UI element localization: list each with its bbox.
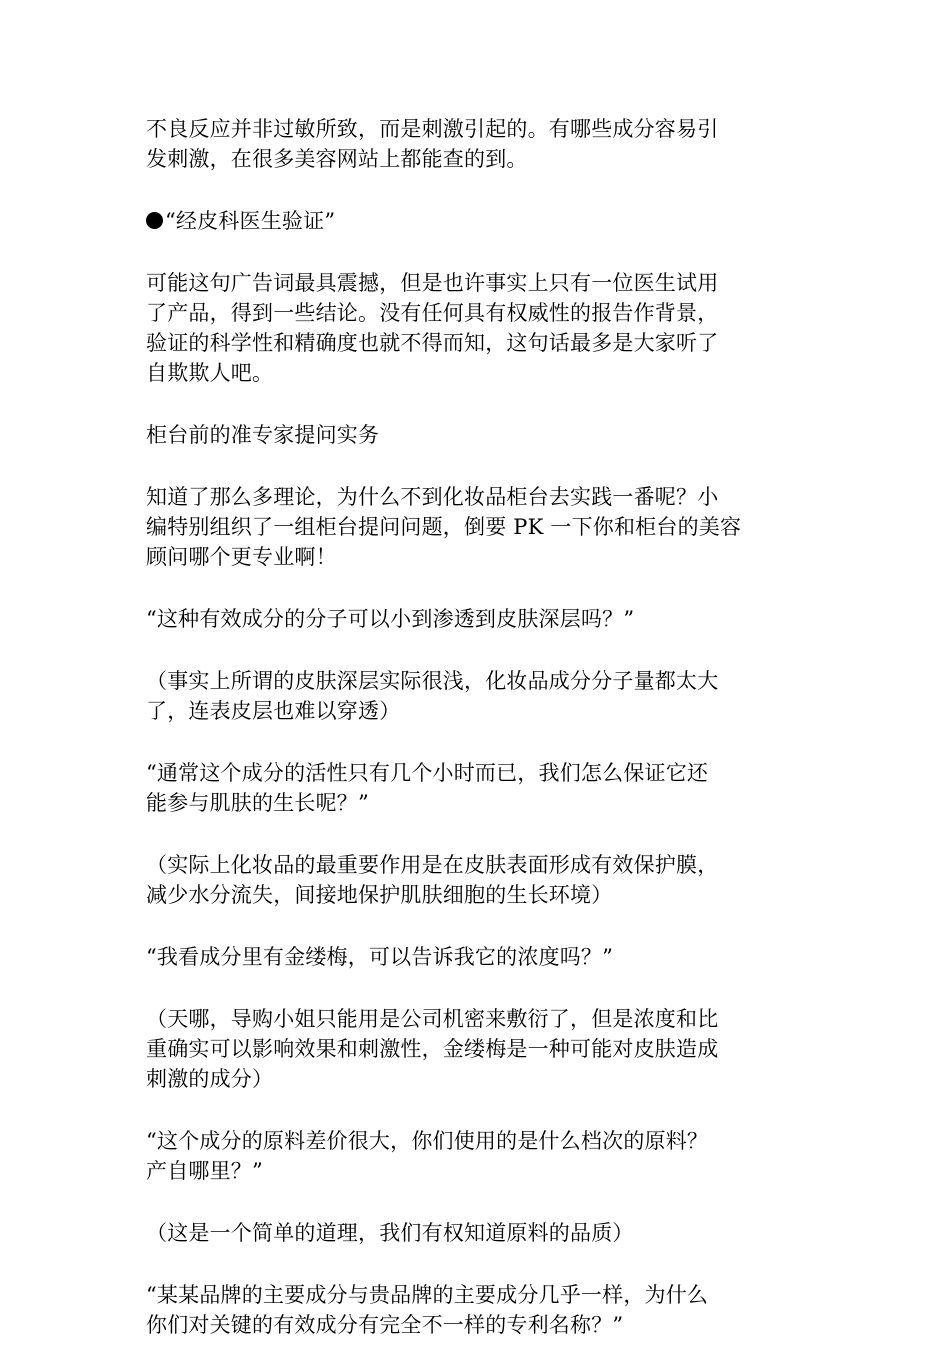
bullet-dot-icon (146, 212, 163, 229)
answer-penetration: （事实上所谓的皮肤深层实际很浅，化妆品成分分子量都太大 了，连表皮层也难以穿透） (146, 669, 719, 723)
question-raw-material: “这个成分的原料差价很大，你们使用的是什么档次的原料？ 产自哪里？” (146, 1129, 709, 1183)
bullet-heading-dermatologist (146, 206, 806, 236)
document-body (146, 114, 806, 1372)
paragraph-intro-practice: 知道了那么多理论，为什么不到化妆品柜台去实践一番呢？小 编特别组织了一组柜台提问问题，倒要 PK 一下你和柜台的美容 顾问哪个更专业啊！ (146, 485, 742, 569)
question-penetration: “这种有效成分的分子可以小到渗透到皮肤深层吗？” (146, 607, 635, 631)
paragraph-dermatologist-claim: 可能这句广告词最具震撼，但是也许事实上只有一位医生试用 了产品，得到一些结论。没有任何具有权威性的报告作背景， 验证的科学性和精确度也就不得而知，这句话最多是大家听了 自欺欺人吧。 (146, 271, 719, 385)
question-patent-names: “某某品牌的主要成分与贵品牌的主要成分几乎一样，为什么 你们对关键的有效成分有完全不一样的专利名称？” (146, 1283, 709, 1337)
question-witch-hazel: “我看成分里有金缕梅，可以告诉我它的浓度吗？” (146, 945, 614, 969)
answer-raw-material: （这是一个简单的道理，我们有权知道原料的品质） (146, 1221, 634, 1245)
section-heading-counter-questions: 柜台前的准专家提问实务 (146, 423, 380, 447)
paragraph-irritation-note: 不良反应并非过敏所致，而是刺激引起的。有哪些成分容易引 发刺激，在很多美容网站上都能查的到。 (146, 117, 719, 171)
question-activity: “通常这个成分的活性只有几个小时而已，我们怎么保证它还 能参与肌肤的生长呢？” (146, 761, 709, 815)
bullet-heading-text: “经皮科医生验证” (165, 209, 336, 233)
answer-activity: （实际上化妆品的最重要作用是在皮肤表面形成有效保护膜， 减少水分流失，间接地保护肌肤细胞的生长环境） (146, 853, 719, 907)
answer-witch-hazel: （天哪，导购小姐只能用是公司机密来敷衍了，但是浓度和比 重确实可以影响效果和刺激性，金缕梅是一种可能对皮肤造成 刺激的成分） (146, 1007, 719, 1091)
